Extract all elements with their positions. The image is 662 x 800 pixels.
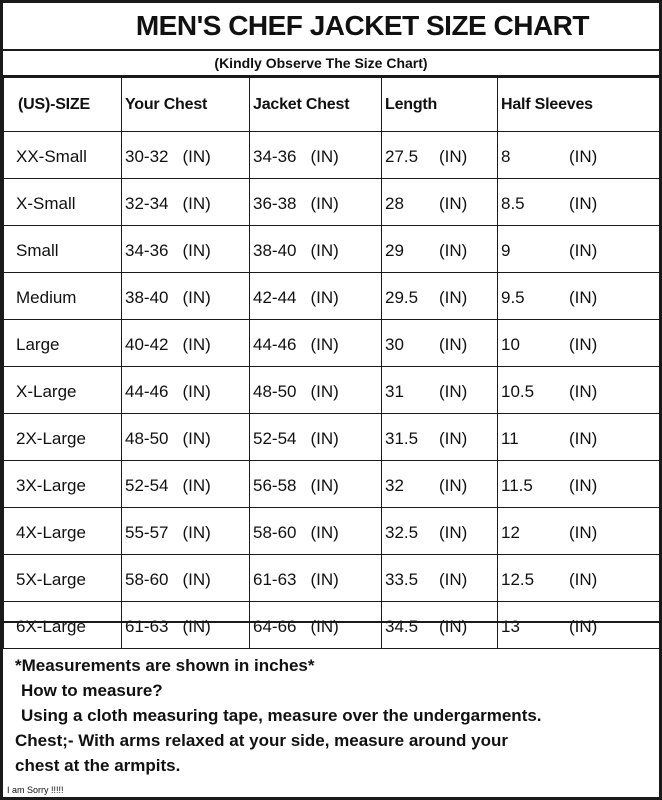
cell-unit: (IN) bbox=[439, 429, 468, 448]
cell-unit: (IN) bbox=[182, 241, 211, 260]
cell-unit: (IN) bbox=[439, 382, 468, 401]
cell-jacket-chest bbox=[250, 367, 382, 414]
cell-length bbox=[382, 367, 498, 414]
cell-value: 8 bbox=[501, 147, 511, 166]
header-half-sleeves: Half Sleeves bbox=[498, 78, 660, 132]
cell-unit: (IN) bbox=[310, 570, 339, 589]
cell-value: 42-44 bbox=[253, 288, 297, 307]
cell-value: 52-54 bbox=[253, 429, 297, 448]
table-row bbox=[4, 414, 660, 461]
table-row bbox=[4, 555, 660, 602]
cell-unit: (IN) bbox=[569, 241, 598, 260]
cell-size: Small bbox=[4, 226, 122, 273]
cell-value: 40-42 bbox=[125, 335, 169, 354]
cell-jacket-chest bbox=[250, 320, 382, 367]
cell-unit: (IN) bbox=[310, 335, 339, 354]
cell-unit: (IN) bbox=[569, 523, 598, 542]
cell-size: 4X-Large bbox=[4, 508, 122, 555]
cell-unit: (IN) bbox=[569, 617, 598, 636]
cell-value: 10.5 bbox=[501, 382, 535, 401]
cell-unit: (IN) bbox=[182, 476, 211, 495]
cell-size: 3X-Large bbox=[4, 461, 122, 508]
cell-value: 31.5 bbox=[385, 429, 419, 448]
cell-your-chest bbox=[122, 132, 250, 179]
note-chest: Chest;- With arms relaxed at your side, measure around your bbox=[15, 731, 508, 750]
cell-jacket-chest bbox=[250, 508, 382, 555]
cell-size: 5X-Large bbox=[4, 555, 122, 602]
cell-unit: (IN) bbox=[439, 570, 468, 589]
cell-value: 44-46 bbox=[125, 382, 169, 401]
table-row bbox=[4, 367, 660, 414]
cell-your-chest bbox=[122, 273, 250, 320]
table-row bbox=[4, 226, 660, 273]
cell-value: 30-32 bbox=[125, 147, 169, 166]
cell-value: 56-58 bbox=[253, 476, 297, 495]
cell-value: 55-57 bbox=[125, 523, 169, 542]
cell-jacket-chest bbox=[250, 132, 382, 179]
cell-half-sleeves bbox=[498, 273, 660, 320]
cell-unit: (IN) bbox=[182, 194, 211, 213]
page-subtitle: (Kindly Observe The Size Chart) bbox=[3, 51, 659, 77]
cell-your-chest bbox=[122, 367, 250, 414]
cell-unit: (IN) bbox=[569, 476, 598, 495]
cell-value: 11 bbox=[501, 429, 519, 448]
cell-unit: (IN) bbox=[569, 429, 598, 448]
table-row bbox=[4, 320, 660, 367]
cell-value: 61-63 bbox=[125, 617, 169, 636]
cell-length bbox=[382, 226, 498, 273]
cell-unit: (IN) bbox=[439, 617, 468, 636]
cell-length bbox=[382, 555, 498, 602]
cell-value: 13 bbox=[501, 617, 520, 636]
cell-value: 32.5 bbox=[385, 523, 419, 542]
note-units: *Measurements are shown in inches* bbox=[15, 656, 315, 675]
cell-unit: (IN) bbox=[310, 476, 339, 495]
page-title: MEN'S CHEF JACKET SIZE CHART bbox=[3, 3, 659, 51]
cell-length bbox=[382, 179, 498, 226]
size-table bbox=[3, 77, 660, 649]
cell-unit: (IN) bbox=[182, 288, 211, 307]
cell-unit: (IN) bbox=[439, 147, 468, 166]
cell-jacket-chest bbox=[250, 226, 382, 273]
note-tape: Using a cloth measuring tape, measure over the undergarments. bbox=[21, 706, 542, 725]
cell-value: 9.5 bbox=[501, 288, 525, 307]
cell-half-sleeves bbox=[498, 461, 660, 508]
cell-value: 31 bbox=[385, 382, 404, 401]
cell-jacket-chest bbox=[250, 273, 382, 320]
table-row bbox=[4, 461, 660, 508]
table-row bbox=[4, 273, 660, 320]
cell-half-sleeves bbox=[498, 179, 660, 226]
cell-value: 38-40 bbox=[253, 241, 297, 260]
cell-unit: (IN) bbox=[182, 335, 211, 354]
cell-half-sleeves bbox=[498, 132, 660, 179]
cell-half-sleeves bbox=[498, 367, 660, 414]
cell-unit: (IN) bbox=[182, 429, 211, 448]
cell-your-chest bbox=[122, 461, 250, 508]
cell-length bbox=[382, 273, 498, 320]
cell-unit: (IN) bbox=[182, 382, 211, 401]
note-chest-cont: chest at the armpits. bbox=[15, 756, 181, 775]
cell-value: 28 bbox=[385, 194, 404, 213]
note-how-to-measure: How to measure? bbox=[21, 681, 163, 700]
cell-unit: (IN) bbox=[182, 523, 211, 542]
cell-length bbox=[382, 461, 498, 508]
table-row bbox=[4, 179, 660, 226]
cell-value: 29 bbox=[385, 241, 404, 260]
cell-your-chest bbox=[122, 226, 250, 273]
cell-value: 11.5 bbox=[501, 476, 533, 495]
cell-unit: (IN) bbox=[439, 476, 468, 495]
cell-value: 52-54 bbox=[125, 476, 169, 495]
cell-unit: (IN) bbox=[569, 335, 598, 354]
cell-size: Medium bbox=[4, 273, 122, 320]
cell-unit: (IN) bbox=[310, 382, 339, 401]
table-row bbox=[4, 508, 660, 555]
cell-value: 10 bbox=[501, 335, 520, 354]
cell-unit: (IN) bbox=[569, 147, 598, 166]
cell-value: 34-36 bbox=[253, 147, 297, 166]
cell-value: 48-50 bbox=[253, 382, 297, 401]
cell-unit: (IN) bbox=[182, 617, 211, 636]
table-body bbox=[4, 132, 660, 649]
cell-unit: (IN) bbox=[569, 382, 598, 401]
cell-value: 34-36 bbox=[125, 241, 169, 260]
cell-size: 2X-Large bbox=[4, 414, 122, 461]
cell-jacket-chest bbox=[250, 414, 382, 461]
cell-value: 12 bbox=[501, 523, 520, 542]
cell-your-chest bbox=[122, 555, 250, 602]
cell-half-sleeves bbox=[498, 226, 660, 273]
cell-value: 8.5 bbox=[501, 194, 525, 213]
cell-value: 12.5 bbox=[501, 570, 535, 589]
measurement-notes bbox=[3, 621, 659, 800]
cell-unit: (IN) bbox=[439, 194, 468, 213]
cell-value: 29.5 bbox=[385, 288, 419, 307]
cell-unit: (IN) bbox=[310, 288, 339, 307]
cell-unit: (IN) bbox=[182, 147, 211, 166]
cell-value: 9 bbox=[501, 241, 511, 260]
cell-half-sleeves bbox=[498, 414, 660, 461]
cell-value: 33.5 bbox=[385, 570, 419, 589]
cell-unit: (IN) bbox=[310, 429, 339, 448]
cell-size: X-Small bbox=[4, 179, 122, 226]
cell-value: 48-50 bbox=[125, 429, 169, 448]
cell-length bbox=[382, 508, 498, 555]
cell-unit: (IN) bbox=[439, 241, 468, 260]
cell-value: 32 bbox=[385, 476, 404, 495]
cell-length bbox=[382, 414, 498, 461]
header-jacket-chest: Jacket Chest bbox=[250, 78, 382, 132]
cell-value: 32-34 bbox=[125, 194, 169, 213]
cell-unit: (IN) bbox=[310, 241, 339, 260]
cell-unit: (IN) bbox=[569, 288, 598, 307]
cell-jacket-chest bbox=[250, 555, 382, 602]
cell-your-chest bbox=[122, 414, 250, 461]
cell-unit: (IN) bbox=[439, 523, 468, 542]
cell-jacket-chest bbox=[250, 179, 382, 226]
cell-unit: (IN) bbox=[439, 288, 468, 307]
cell-unit: (IN) bbox=[182, 570, 211, 589]
cell-value: 36-38 bbox=[253, 194, 297, 213]
header-size: (US)-SIZE bbox=[4, 78, 122, 132]
cell-size: XX-Small bbox=[4, 132, 122, 179]
table-header-row bbox=[4, 78, 660, 132]
cell-half-sleeves bbox=[498, 508, 660, 555]
cell-unit: (IN) bbox=[310, 523, 339, 542]
cell-jacket-chest bbox=[250, 461, 382, 508]
cell-value: 58-60 bbox=[253, 523, 297, 542]
cell-value: 30 bbox=[385, 335, 404, 354]
cell-size: Large bbox=[4, 320, 122, 367]
cell-value: 38-40 bbox=[125, 288, 169, 307]
cell-value: 27.5 bbox=[385, 147, 419, 166]
footnote: I am Sorry !!!!! bbox=[7, 785, 64, 795]
cell-value: 61-63 bbox=[253, 570, 297, 589]
cell-value: 64-66 bbox=[253, 617, 297, 636]
cell-unit: (IN) bbox=[310, 147, 339, 166]
cell-half-sleeves bbox=[498, 320, 660, 367]
cell-unit: (IN) bbox=[310, 194, 339, 213]
cell-length bbox=[382, 320, 498, 367]
header-your-chest: Your Chest bbox=[122, 78, 250, 132]
cell-size: 6X-Large bbox=[4, 602, 122, 649]
cell-half-sleeves bbox=[498, 555, 660, 602]
cell-unit: (IN) bbox=[569, 570, 598, 589]
cell-length bbox=[382, 132, 498, 179]
cell-value: 34.5 bbox=[385, 617, 419, 636]
cell-unit: (IN) bbox=[569, 194, 598, 213]
header-length: Length bbox=[382, 78, 498, 132]
cell-value: 44-46 bbox=[253, 335, 297, 354]
cell-value: 58-60 bbox=[125, 570, 169, 589]
cell-unit: (IN) bbox=[310, 617, 339, 636]
cell-your-chest bbox=[122, 508, 250, 555]
table-row bbox=[4, 132, 660, 179]
cell-your-chest bbox=[122, 320, 250, 367]
cell-unit: (IN) bbox=[439, 335, 468, 354]
cell-size: X-Large bbox=[4, 367, 122, 414]
cell-your-chest bbox=[122, 179, 250, 226]
